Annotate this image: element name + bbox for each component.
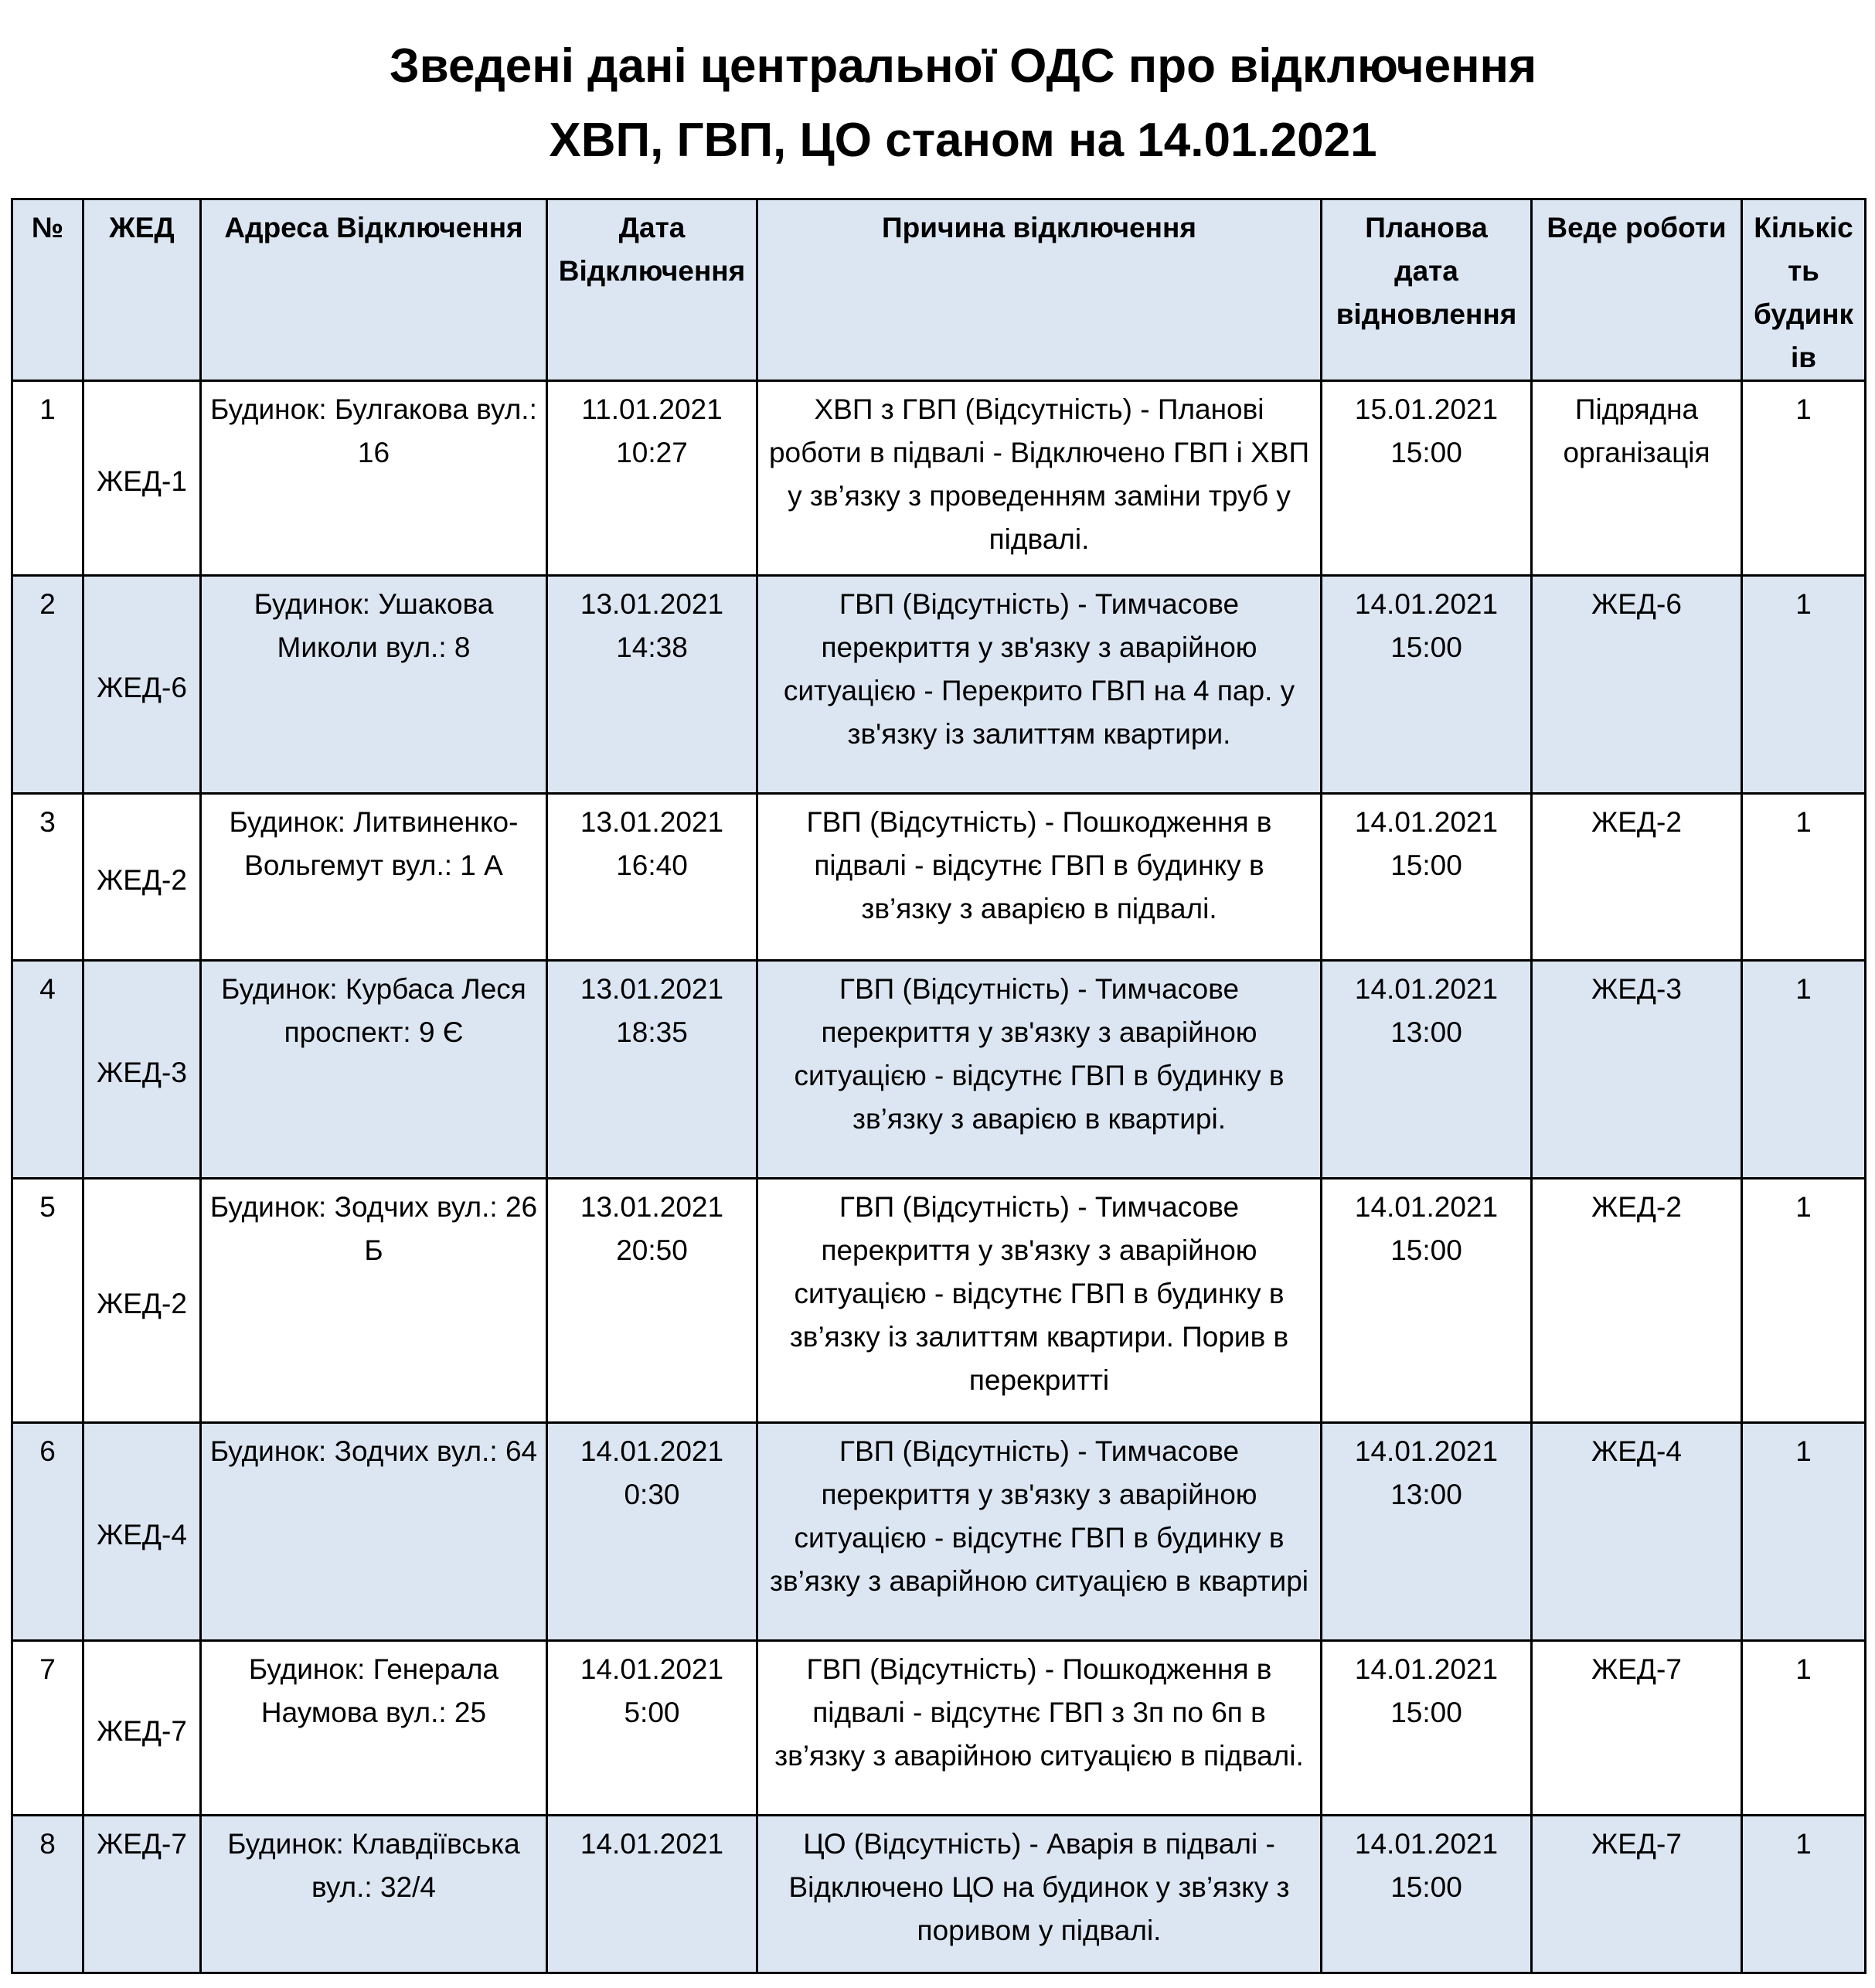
cell-date-off: 13.01.2021 20:50 — [547, 1179, 757, 1423]
cell-reason: ГВП (Відсутність) - Тимчасове перекриття у зв'язку з аварійною ситуацією - Перекрито ГВП на 4 пар. у зв'язку із залиттям квартири. — [757, 576, 1322, 794]
cell-reason: ГВП (Відсутність) - Тимчасове перекриття у зв'язку з аварійною ситуацією - відсутнє ГВП в будинку в зв’язку з аварійною ситуацією в квартирі — [757, 1423, 1322, 1641]
cell-reason: ГВП (Відсутність) - Тимчасове перекриття у зв'язку з аварійною ситуацією - відсутнє ГВП в будинку в зв’язку із залиттям квартири. Порив в перекритті — [757, 1179, 1322, 1423]
cell-address: Будинок: Клавдіївська вул.: 32/4 — [201, 1816, 547, 1973]
table-row — [12, 961, 1866, 1179]
cell-planned-restore: 14.01.2021 15:00 — [1322, 1179, 1532, 1423]
cell-date-off: 11.01.2021 10:27 — [547, 381, 757, 576]
cell-contractor: ЖЕД-6 — [1532, 576, 1742, 794]
cell-planned-restore: 14.01.2021 13:00 — [1322, 961, 1532, 1179]
cell-contractor: ЖЕД-7 — [1532, 1641, 1742, 1816]
cell-contractor: ЖЕД-3 — [1532, 961, 1742, 1179]
table-row — [12, 1816, 1866, 1973]
header-planned-restore: Планова дата відновлення — [1322, 199, 1532, 381]
cell-reason: ГВП (Відсутність) - Тимчасове перекриття у зв'язку з аварійною ситуацією - відсутнє ГВП в будинку в зв’язку з аварією в квартирі. — [757, 961, 1322, 1179]
cell-date-off: 14.01.2021 0:30 — [547, 1423, 757, 1641]
cell-date-off: 14.01.2021 5:00 — [547, 1641, 757, 1816]
cell-reason: ЦО (Відсутність) - Аварія в підвалі - Відключено ЦО на будинок у зв’язку з поривом у підвалі. — [757, 1816, 1322, 1973]
cell-num: 7 — [12, 1641, 83, 1816]
outages-table — [11, 198, 1866, 1974]
cell-num: 2 — [12, 576, 83, 794]
cell-zhed: ЖЕД-6 — [83, 576, 201, 794]
cell-zhed: ЖЕД-2 — [83, 1179, 201, 1423]
cell-planned-restore: 15.01.2021 15:00 — [1322, 381, 1532, 576]
cell-date-off: 13.01.2021 18:35 — [547, 961, 757, 1179]
cell-zhed: ЖЕД-7 — [83, 1816, 201, 1973]
cell-contractor: Підрядна організація — [1532, 381, 1742, 576]
cell-buildings-count: 1 — [1742, 1816, 1866, 1973]
table-row — [12, 794, 1866, 961]
title-line-1: Зведені дані центральної ОДС про відключення — [389, 39, 1537, 93]
cell-zhed: ЖЕД-3 — [83, 961, 201, 1179]
table-row — [12, 576, 1866, 794]
cell-num: 6 — [12, 1423, 83, 1641]
cell-zhed: ЖЕД-7 — [83, 1641, 201, 1816]
cell-num: 1 — [12, 381, 83, 576]
document-title — [0, 29, 1875, 178]
cell-contractor: ЖЕД-2 — [1532, 1179, 1742, 1423]
cell-contractor: ЖЕД-4 — [1532, 1423, 1742, 1641]
cell-date-off: 13.01.2021 14:38 — [547, 576, 757, 794]
cell-address: Будинок: Генерала Наумова вул.: 25 — [201, 1641, 547, 1816]
cell-planned-restore: 14.01.2021 15:00 — [1322, 1816, 1532, 1973]
cell-address: Будинок: Ушакова Миколи вул.: 8 — [201, 576, 547, 794]
header-buildings-count: Кількість будинків — [1742, 199, 1866, 381]
cell-num: 8 — [12, 1816, 83, 1973]
header-address: Адреса Відключення — [201, 199, 547, 381]
cell-planned-restore: 14.01.2021 13:00 — [1322, 1423, 1532, 1641]
cell-contractor: ЖЕД-2 — [1532, 794, 1742, 961]
header-num: № — [12, 199, 83, 381]
header-contractor: Веде роботи — [1532, 199, 1742, 381]
cell-num: 4 — [12, 961, 83, 1179]
table-row — [12, 1423, 1866, 1641]
cell-address: Будинок: Зодчих вул.: 26 Б — [201, 1179, 547, 1423]
header-row — [12, 199, 1866, 381]
table-row — [12, 1179, 1866, 1423]
header-date-off: Дата Відключення — [547, 199, 757, 381]
cell-buildings-count: 1 — [1742, 1179, 1866, 1423]
cell-buildings-count: 1 — [1742, 381, 1866, 576]
cell-buildings-count: 1 — [1742, 1423, 1866, 1641]
cell-reason: ГВП (Відсутність) - Пошкодження в підвалі - відсутнє ГВП в будинку в зв’язку з аварією в підвалі. — [757, 794, 1322, 961]
cell-address: Будинок: Курбаса Леся проспект: 9 Є — [201, 961, 547, 1179]
cell-planned-restore: 14.01.2021 15:00 — [1322, 576, 1532, 794]
cell-zhed: ЖЕД-1 — [83, 381, 201, 576]
table-row — [12, 1641, 1866, 1816]
header-reason: Причина відключення — [757, 199, 1322, 381]
cell-address: Будинок: Булгакова вул.: 16 — [201, 381, 547, 576]
cell-date-off: 14.01.2021 — [547, 1816, 757, 1973]
table-row — [12, 381, 1866, 576]
title-line-2: ХВП, ГВП, ЦО станом на 14.01.2021 — [549, 114, 1377, 167]
cell-num: 3 — [12, 794, 83, 961]
cell-buildings-count: 1 — [1742, 1641, 1866, 1816]
cell-planned-restore: 14.01.2021 15:00 — [1322, 794, 1532, 961]
cell-zhed: ЖЕД-2 — [83, 794, 201, 961]
cell-num: 5 — [12, 1179, 83, 1423]
cell-zhed: ЖЕД-4 — [83, 1423, 201, 1641]
cell-address: Будинок: Литвиненко-Вольгемут вул.: 1 А — [201, 794, 547, 961]
cell-buildings-count: 1 — [1742, 576, 1866, 794]
cell-contractor: ЖЕД-7 — [1532, 1816, 1742, 1973]
cell-date-off: 13.01.2021 16:40 — [547, 794, 757, 961]
cell-planned-restore: 14.01.2021 15:00 — [1322, 1641, 1532, 1816]
header-zhed: ЖЕД — [83, 199, 201, 381]
cell-buildings-count: 1 — [1742, 794, 1866, 961]
cell-reason: ХВП з ГВП (Відсутність) - Планові роботи в підвалі - Відключено ГВП і ХВП у зв’язку з проведенням заміни труб у підвалі. — [757, 381, 1322, 576]
cell-buildings-count: 1 — [1742, 961, 1866, 1179]
cell-reason: ГВП (Відсутність) - Пошкодження в підвалі - відсутнє ГВП з 3п по 6п в зв’язку з аварійною ситуацією в підвалі. — [757, 1641, 1322, 1816]
cell-address: Будинок: Зодчих вул.: 64 — [201, 1423, 547, 1641]
